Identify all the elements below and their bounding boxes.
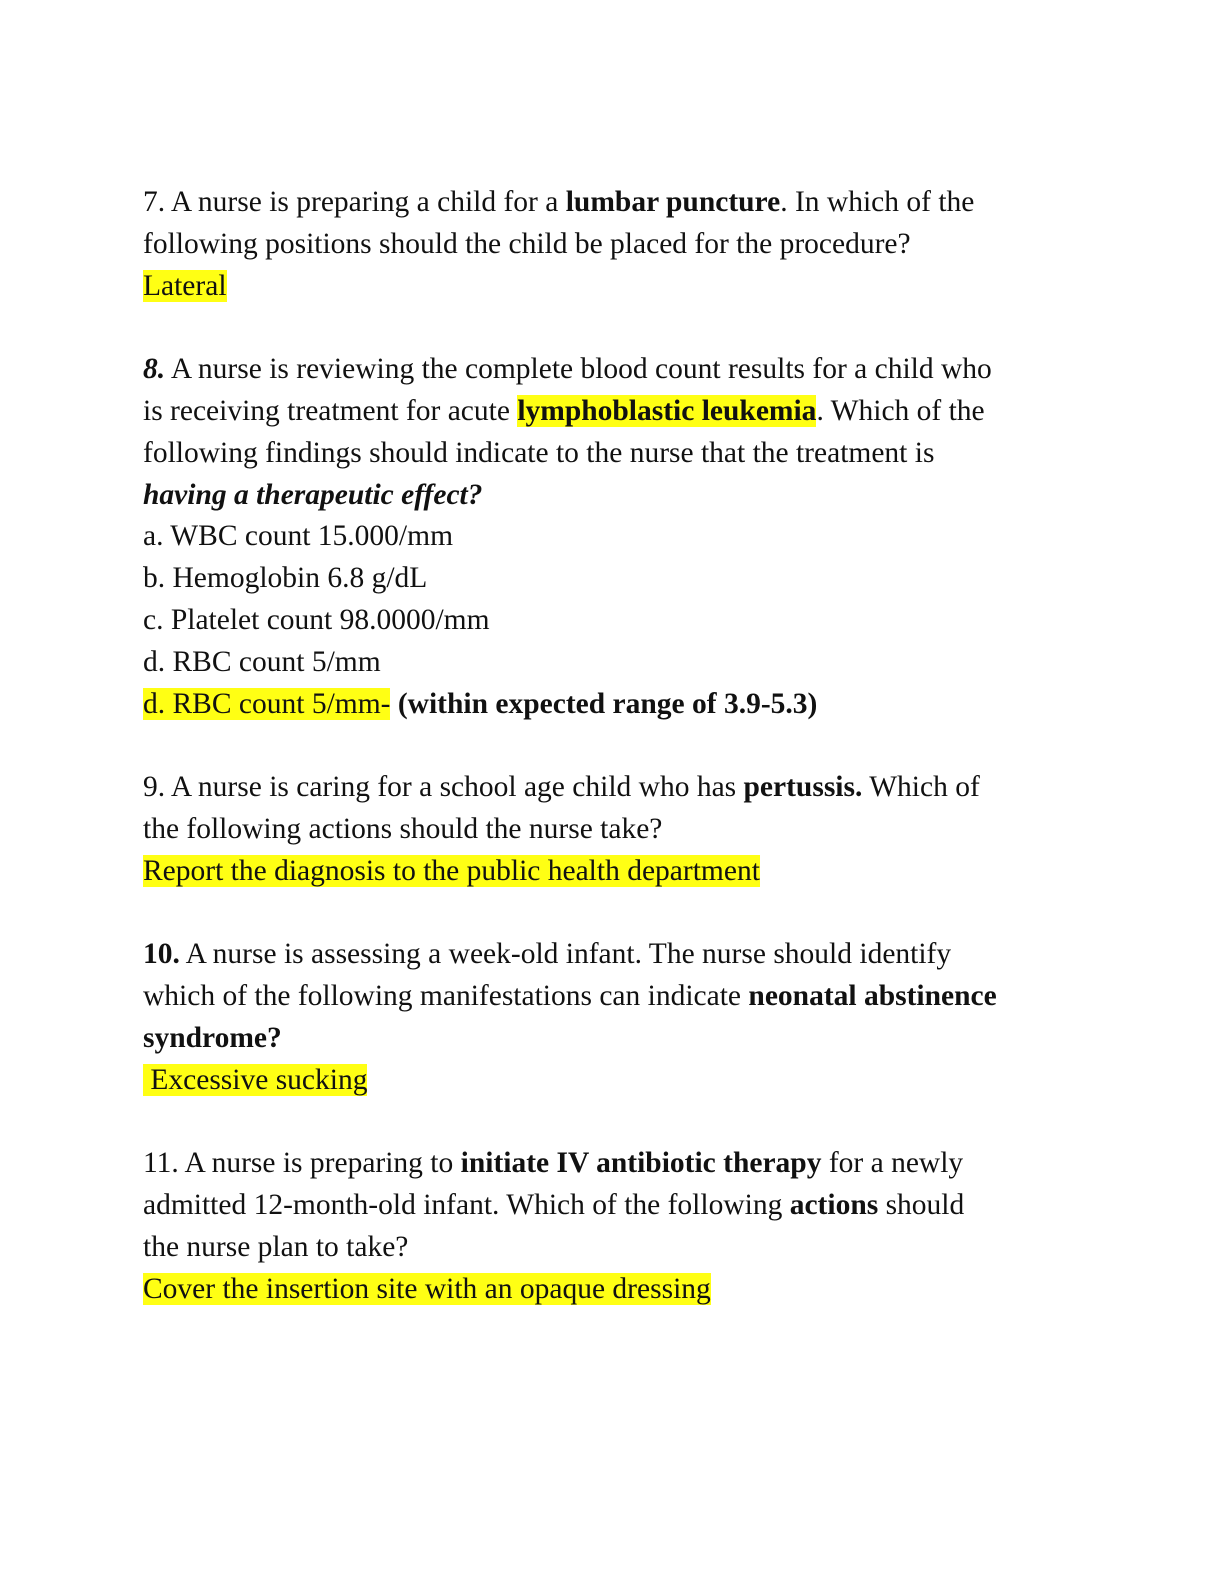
- question-8-answer: d. RBC count 5/mm-: [143, 687, 391, 720]
- keyword-iv-antibiotic-therapy: initiate IV antibiotic therapy: [460, 1147, 822, 1180]
- question-8-option-d: d. RBC count 5/mm: [143, 645, 381, 678]
- question-8-answer-note: (within expected range of 3.9-5.3): [390, 687, 818, 720]
- question-11-answer: Cover the insertion site with an opaque dressing: [143, 1272, 711, 1305]
- question-8-line-4: [143, 475, 1083, 517]
- question-9-answer-line: [143, 851, 1083, 893]
- keyword-syndrome: syndrome?: [143, 1021, 282, 1054]
- question-11-answer-line: [143, 1269, 1083, 1311]
- question-8-line-2: is receiving treatment for acute lymphoblastic leukemia. Which of the: [143, 394, 985, 427]
- question-7-line-1: 7. A nurse is preparing a child for a lumbar puncture. In which of the: [143, 186, 975, 218]
- question-10-number: 10.: [143, 938, 180, 971]
- question-10-line-1: 10. A nurse is assessing a week-old infant. The nurse should identify: [143, 938, 952, 971]
- question-9: [143, 767, 1083, 892]
- keyword-lymphoblastic-leukemia: lymphoblastic leukemia: [517, 394, 817, 427]
- question-10-line-2: which of the following manifestations can indicate neonatal abstinence: [143, 980, 997, 1013]
- spacer: [143, 725, 1083, 767]
- question-8-option-a: a. WBC count 15.000/mm: [143, 520, 454, 553]
- question-8-number: 8.: [143, 353, 166, 386]
- question-11-line-1: 11. A nurse is preparing to initiate IV antibiotic therapy for a newly: [143, 1147, 964, 1180]
- keyword-neonatal-abstinence: neonatal abstinence: [748, 980, 997, 1013]
- question-8: [143, 349, 1083, 725]
- question-11: [143, 1143, 1083, 1310]
- keyword-therapeutic-effect: having a therapeutic effect?: [143, 478, 483, 511]
- question-11-line-3: the nurse plan to take?: [143, 1230, 409, 1263]
- question-8-option-b: b. Hemoglobin 6.8 g/dL: [143, 562, 428, 595]
- document-body: [143, 182, 1083, 1311]
- question-10-line-3: [143, 1018, 1083, 1060]
- question-10: [143, 934, 1083, 1101]
- question-7-line-2: following positions should the child be placed for the procedure?: [143, 227, 911, 260]
- question-9-line-1: 9. A nurse is caring for a school age child who has pertussis. Which of: [143, 771, 980, 804]
- question-8-line-3: following findings should indicate to the nurse that the treatment is: [143, 436, 935, 469]
- keyword-pertussis: pertussis.: [743, 771, 863, 804]
- question-7-answer: Lateral: [143, 269, 227, 302]
- spacer: [143, 307, 1083, 349]
- question-7-answer-line: [143, 266, 1083, 308]
- question-8-option-c: c. Platelet count 98.0000/mm: [143, 603, 490, 636]
- spacer: [143, 1102, 1083, 1144]
- question-8-answer-line: [143, 684, 1083, 726]
- question-10-answer-line: [143, 1060, 1083, 1102]
- question-9-answer: Report the diagnosis to the public health department: [143, 854, 760, 887]
- question-10-answer: Excessive sucking: [143, 1063, 368, 1096]
- keyword-actions: actions: [789, 1189, 879, 1222]
- question-8-line-1: 8. A nurse is reviewing the complete blood count results for a child who: [143, 353, 992, 386]
- keyword-lumbar-puncture: lumbar puncture: [565, 186, 781, 218]
- spacer: [143, 893, 1083, 935]
- question-11-line-2: admitted 12-month-old infant. Which of the following actions should: [143, 1189, 965, 1222]
- question-9-line-2: the following actions should the nurse take?: [143, 812, 663, 845]
- question-7: [143, 182, 1083, 307]
